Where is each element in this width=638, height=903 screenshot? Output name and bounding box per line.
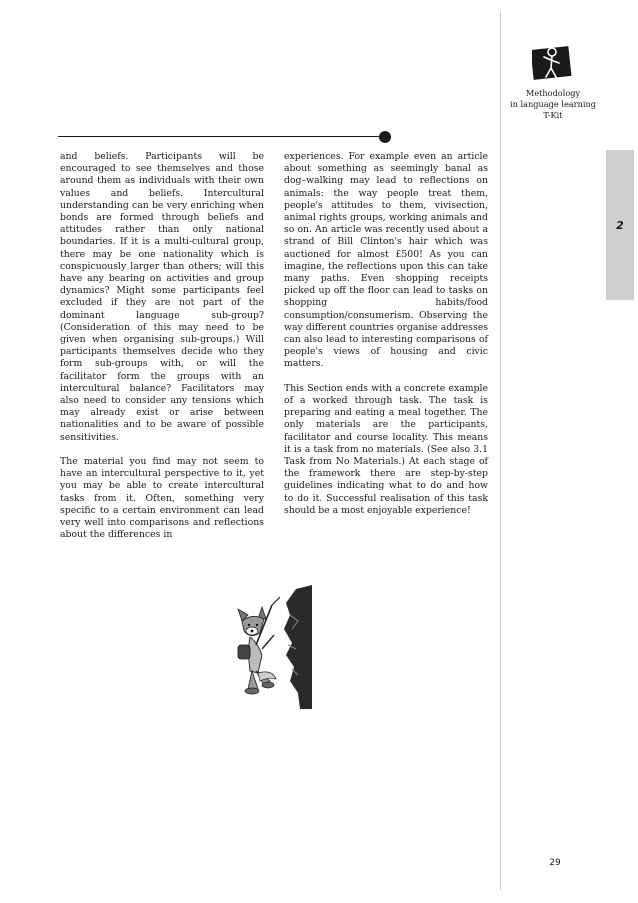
paragraph: The material you find may not seem to have an intercultural perspective to it, yet you may be able to create intercultural tasks from it. Often, something very specific to a certain environment can lead very well into comparisons and reflections about the differences in xyxy=(60,456,264,541)
fox-hiker-illustration xyxy=(228,585,318,713)
text-column-right xyxy=(284,151,488,529)
paragraph: experiences. For example even an article about something as seemingly banal as dog–walking may lead to reflections on animals: the way people treat them, people's attitudes to them, vivisection, animal rights groups, working animals and so on. An article was recently used about a strand of Bill Clinton's hair which was auctioned for almost £500! As you can imagine, the reflections upon this can take many paths. Even shopping receipts picked up off the floor can lead to tasks on shopping habits/food consumption/consumerism. Observing the way different countries organise addresses can also lead to interesting comparisons of people's views of housing and civic matters. xyxy=(284,151,488,370)
brand-line-1: Methodology xyxy=(525,88,581,98)
tkit-logo-icon xyxy=(532,44,572,82)
section-rule xyxy=(58,136,384,137)
paragraph: This Section ends with a concrete example of a worked through task. The task is preparing and eating a meal together. The only materials are the participants, facilitator and course locality. This means it is a task from no materials. (See also 3.1 Task from No Materials.) At each stage of the framework there are step-by-step guidelines indicating what to do and how to do it. Successful realisation of this task should be a most enjoyable experience! xyxy=(284,382,488,516)
brand-line-3: T-Kit xyxy=(543,110,563,120)
publication-brand xyxy=(508,88,598,121)
chapter-number: 2 xyxy=(616,219,624,232)
brand-line-2: in language learning xyxy=(509,99,597,109)
margin-divider xyxy=(500,12,501,890)
paragraph: and beliefs. Participants will be encouraged to see themselves and those around them as individuals with their own values and beliefs. Intercultural understanding can be very enriching when bonds are formed through beliefs and attitudes rather than only national boundaries. If it is a multi-cultural group, there may be one nationality which is conspicuously larger than others; will this have any bearing on activities and group dynamics? Might some participants feel excluded if they are not part of the dominant language sub-group? (Consideration of this may need to be given when organising sub-groups.) Will participants themselves decide who they form sub-groups with, or will the facilitator form the groups with an intercultural balance? Facilitators may also need to consider any tensions which may already exist or arise between nationalities and to be aware of possible sensitivities. xyxy=(60,151,264,443)
page-number: 29 xyxy=(549,858,561,868)
text-column-left xyxy=(60,151,264,554)
section-rule-dot xyxy=(379,131,391,143)
